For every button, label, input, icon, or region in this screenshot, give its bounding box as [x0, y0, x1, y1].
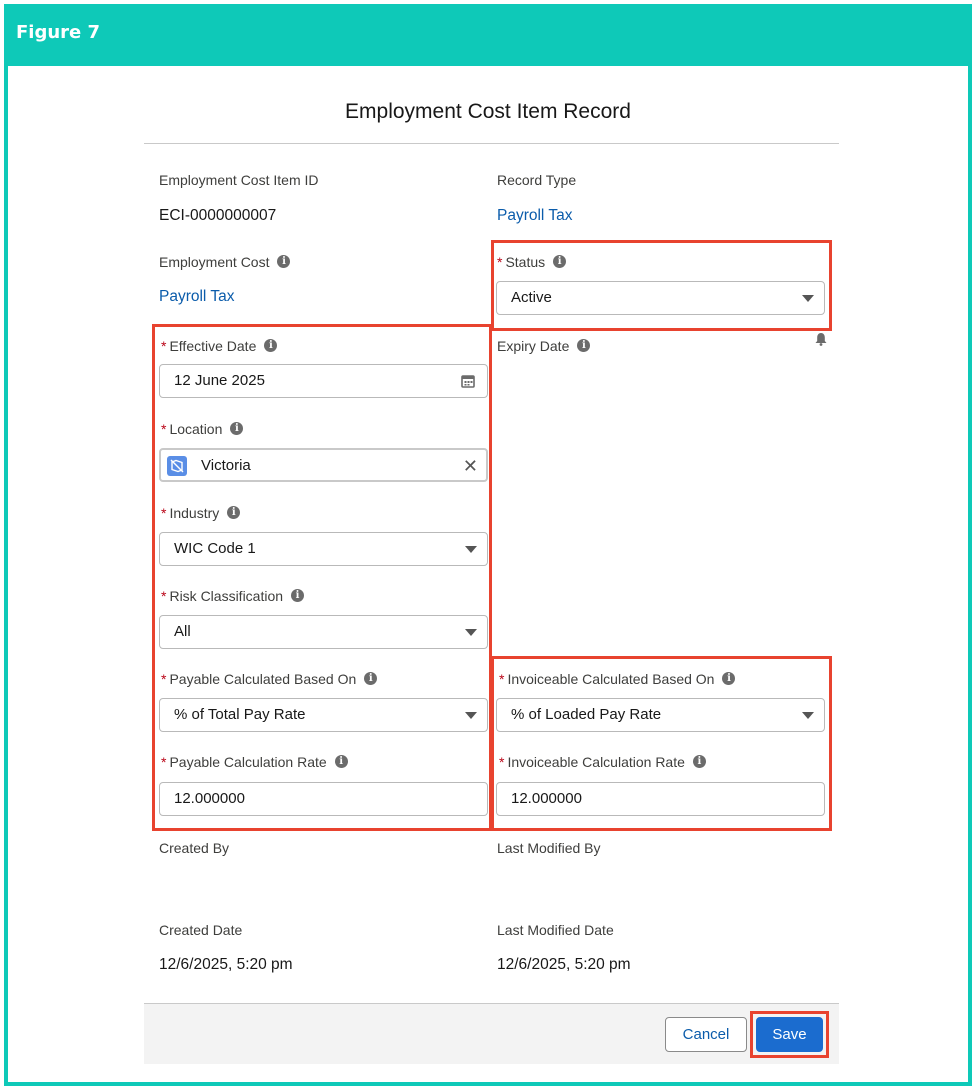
highlight-left-fields — [152, 324, 492, 831]
invoiceable-based-on-label: * Invoiceable Calculated Based On i — [499, 671, 735, 687]
figure-label: Figure 7 — [16, 22, 101, 43]
created-date-value: 12/6/2025, 5:20 pm — [159, 956, 293, 973]
created-date-label: Created Date — [159, 922, 243, 938]
employment-cost-label: Employment Cost i — [159, 254, 290, 270]
info-icon[interactable]: i — [264, 339, 277, 352]
effective-date-input[interactable]: 12 June 2025 — [159, 364, 488, 398]
required-marker: * — [161, 754, 167, 770]
modal-title: Employment Cost Item Record — [345, 100, 631, 123]
info-icon[interactable]: i — [230, 422, 243, 435]
last-modified-date-value: 12/6/2025, 5:20 pm — [497, 956, 631, 973]
cancel-button[interactable]: Cancel — [665, 1017, 747, 1052]
required-marker: * — [499, 754, 505, 770]
risk-classification-label: * Risk Classification i — [161, 588, 304, 604]
info-icon[interactable]: i — [277, 255, 290, 268]
required-marker: * — [161, 421, 167, 437]
info-icon[interactable]: i — [291, 589, 304, 602]
risk-classification-select[interactable]: All — [159, 615, 488, 649]
info-icon[interactable]: i — [227, 506, 240, 519]
clear-icon[interactable]: ✕ — [462, 456, 478, 476]
required-marker: * — [161, 338, 167, 354]
required-marker: * — [161, 505, 167, 521]
bell-icon[interactable] — [814, 332, 828, 346]
payable-based-on-select[interactable]: % of Total Pay Rate — [159, 698, 488, 732]
effective-date-label: * Effective Date i — [161, 338, 277, 354]
info-icon[interactable]: i — [722, 672, 735, 685]
record-type-link[interactable]: Payroll Tax — [497, 207, 573, 224]
required-marker: * — [161, 588, 167, 604]
header-divider — [144, 143, 839, 144]
highlight-invoiceable-fields — [491, 656, 832, 831]
highlight-save — [750, 1011, 829, 1058]
invoiceable-rate-input[interactable]: 12.000000 — [496, 782, 825, 816]
info-icon[interactable]: i — [577, 339, 590, 352]
info-icon[interactable]: i — [693, 755, 706, 768]
figure-frame — [4, 4, 972, 1086]
info-icon[interactable]: i — [364, 672, 377, 685]
item-id-value: ECI-0000000007 — [159, 207, 277, 224]
item-id-label: Employment Cost Item ID — [159, 172, 319, 188]
info-icon[interactable]: i — [335, 755, 348, 768]
required-marker: * — [499, 671, 505, 687]
invoiceable-based-on-select[interactable]: % of Loaded Pay Rate — [496, 698, 825, 732]
payable-rate-label: * Payable Calculation Rate i — [161, 754, 348, 770]
payable-based-on-label: * Payable Calculated Based On i — [161, 671, 377, 687]
last-modified-by-label: Last Modified By — [497, 840, 601, 856]
employment-cost-link[interactable]: Payroll Tax — [159, 288, 235, 305]
payable-rate-input[interactable]: 12.000000 — [159, 782, 488, 816]
highlight-status — [491, 240, 832, 331]
expiry-date-label: Expiry Date i — [497, 338, 590, 354]
last-modified-date-label: Last Modified Date — [497, 922, 614, 938]
save-button[interactable]: Save — [756, 1017, 823, 1052]
invoiceable-rate-label: * Invoiceable Calculation Rate i — [499, 754, 706, 770]
status-select[interactable]: Active — [496, 281, 825, 315]
location-lookup[interactable]: Victoria ✕ — [159, 448, 488, 482]
record-type-label: Record Type — [497, 172, 577, 188]
required-marker: * — [161, 671, 167, 687]
industry-label: * Industry i — [161, 505, 240, 521]
location-label: * Location i — [161, 421, 243, 437]
required-marker: * — [497, 254, 503, 270]
created-by-label: Created By — [159, 840, 230, 856]
info-icon[interactable]: i — [553, 255, 566, 268]
modal-canvas — [8, 66, 968, 1082]
industry-select[interactable]: WIC Code 1 — [159, 532, 488, 566]
status-label: * Status i — [497, 254, 566, 270]
